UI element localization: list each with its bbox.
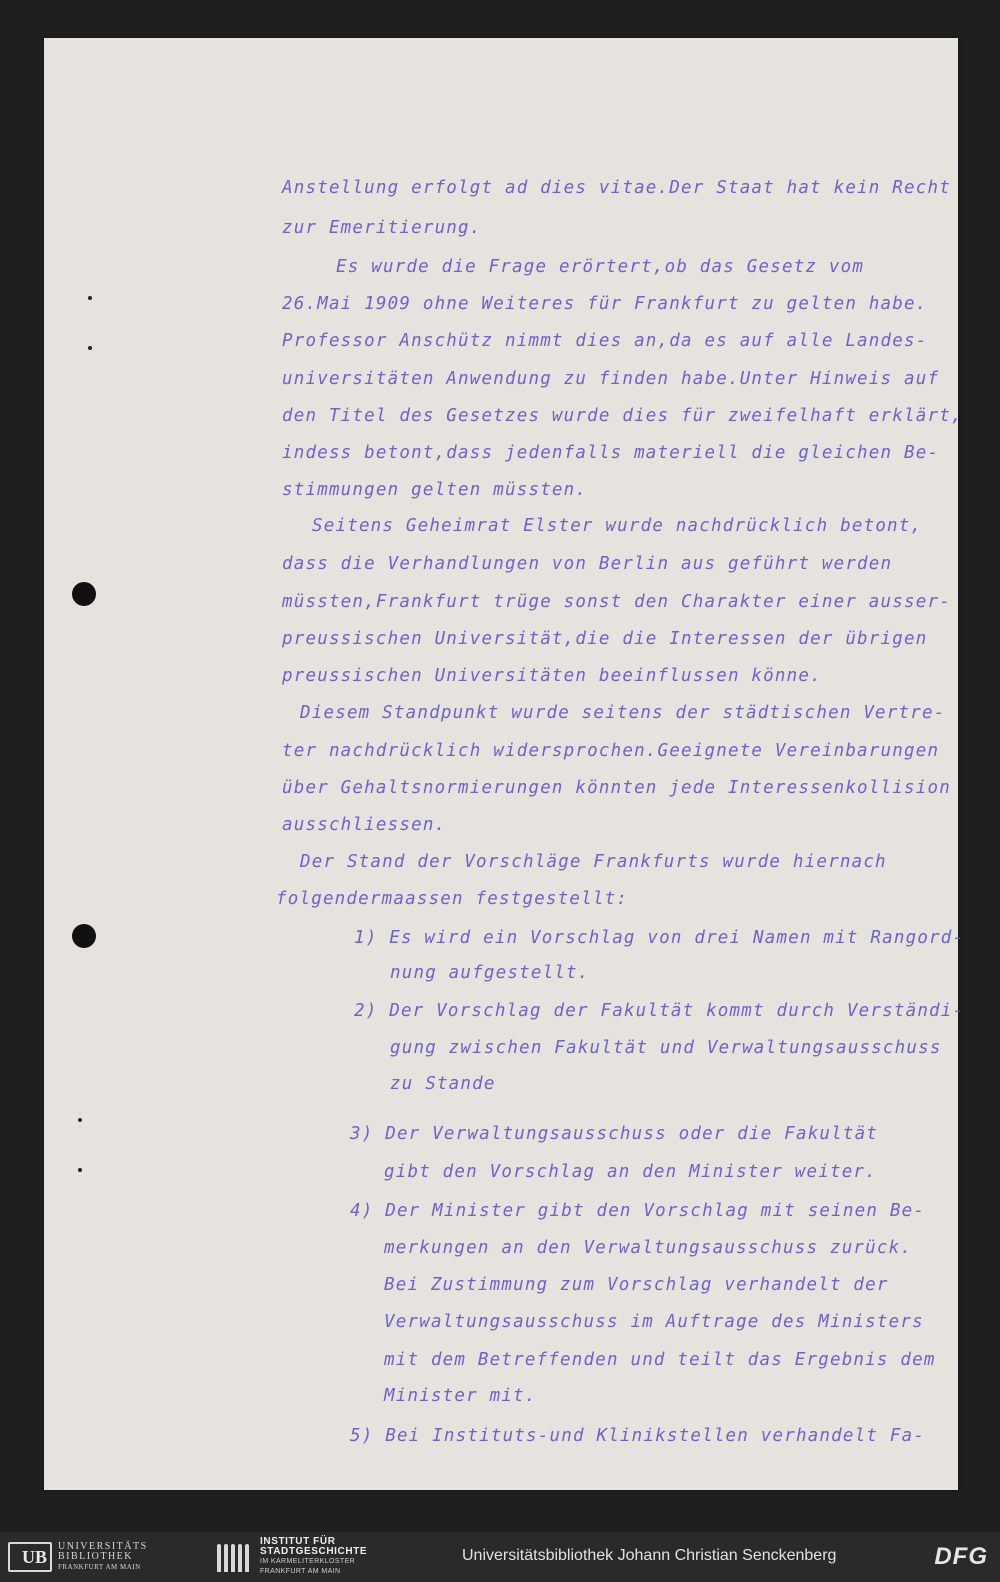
- paper-mark: [88, 346, 92, 350]
- viewer-footer: [0, 1532, 1000, 1582]
- text-line: müssten,Frankfurt trüge sonst den Charakter einer ausser-: [282, 592, 951, 612]
- list-item: nung aufgestellt.: [390, 963, 590, 983]
- ub-line-3: FRANKFURT AM MAIN: [58, 1563, 141, 1571]
- list-item: zu Stande: [390, 1074, 496, 1094]
- list-item: 4) Der Minister gibt den Vorschlag mit seinen Be-: [350, 1201, 926, 1221]
- document-page: [44, 38, 965, 1490]
- library-name-link[interactable]: Universitätsbibliothek Johann Christian Senckenberg: [462, 1547, 837, 1564]
- isg-line-2: STADTGESCHICHTE: [260, 1546, 368, 1557]
- isg-line-4: FRANKFURT AM MAIN: [260, 1568, 341, 1575]
- text-line: universitäten Anwendung zu finden habe.Unter Hinweis auf: [282, 369, 940, 389]
- text-line: ter nachdrücklich widersprochen.Geeignete Vereinbarungen: [282, 741, 940, 761]
- punch-hole-top: [72, 582, 96, 606]
- ub-library-logo[interactable]: [8, 1540, 148, 1574]
- list-item: 3) Der Verwaltungsausschuss oder die Fakultät: [350, 1124, 879, 1144]
- list-item: gung zwischen Fakultät und Verwaltungsausschuss: [390, 1038, 942, 1058]
- text-line: 26.Mai 1909 ohne Weiteres für Frankfurt zu gelten habe.: [282, 294, 928, 314]
- paper-mark: [88, 296, 92, 300]
- text-line: preussischen Universitäten beeinflussen könne.: [282, 666, 822, 686]
- text-line: den Titel des Gesetzes wurde dies für zweifelhaft erklärt,: [282, 406, 963, 426]
- isg-line-3: IM KARMELITERKLOSTER: [260, 1558, 356, 1565]
- isg-line-1: INSTITUT FÜR: [260, 1536, 336, 1547]
- text-line: über Gehaltsnormierungen könnten jede Interessenkollision: [282, 778, 951, 798]
- text-line: folgendermaassen festgestellt:: [276, 889, 629, 909]
- text-line: Anstellung erfolgt ad dies vitae.Der Staat hat kein Recht: [282, 178, 951, 198]
- list-item: 5) Bei Instituts-und Klinikstellen verhandelt Fa-: [350, 1426, 926, 1446]
- punch-hole-bottom: [72, 924, 96, 948]
- list-item: Minister mit.: [384, 1386, 537, 1406]
- paper-mark: [78, 1118, 82, 1122]
- list-item: Verwaltungsausschuss im Auftrage des Ministers: [384, 1312, 924, 1332]
- text-line: stimmungen gelten müssten.: [282, 480, 588, 500]
- text-line: dass die Verhandlungen von Berlin aus geführt werden: [282, 554, 893, 574]
- ub-logo-icon: UB: [8, 1542, 52, 1572]
- text-line: ausschliessen.: [282, 815, 447, 835]
- text-line: Es wurde die Frage erörtert,ob das Gesetz vom: [336, 257, 865, 277]
- text-line: zur Emeritierung.: [282, 218, 482, 238]
- list-item: gibt den Vorschlag an den Minister weiter.: [384, 1162, 877, 1182]
- list-item: mit dem Betreffenden und teilt das Ergebnis dem: [384, 1350, 936, 1370]
- ub-line-2: BIBLIOTHEK: [58, 1551, 133, 1562]
- isg-logo-text: [260, 1537, 367, 1577]
- text-line: preussischen Universität,die die Interessen der übrigen: [282, 629, 928, 649]
- ub-line-1: UNIVERSITÄTS: [58, 1541, 148, 1552]
- dfg-logo[interactable]: DFG: [934, 1543, 988, 1570]
- ub-logo-text: [58, 1542, 148, 1572]
- text-line: Seitens Geheimrat Elster wurde nachdrücklich betont,: [312, 516, 923, 536]
- list-item: merkungen an den Verwaltungsausschuss zurück.: [384, 1238, 913, 1258]
- text-line: indess betont,dass jedenfalls materiell die gleichen Be-: [282, 443, 940, 463]
- paper-mark: [78, 1168, 82, 1172]
- list-item: Bei Zustimmung zum Vorschlag verhandelt der: [384, 1275, 889, 1295]
- list-item: 2) Der Vorschlag der Fakultät kommt durch Verständi-: [354, 1001, 965, 1021]
- building-arches-icon: [214, 1542, 252, 1572]
- text-line: Diesem Standpunkt wurde seitens der städtischen Vertre-: [300, 703, 946, 723]
- text-line: Professor Anschütz nimmt dies an,da es auf alle Landes-: [282, 331, 928, 351]
- text-line: Der Stand der Vorschläge Frankfurts wurde hiernach: [300, 852, 887, 872]
- isg-institute-logo[interactable]: [214, 1536, 368, 1575]
- list-item: 1) Es wird ein Vorschlag von drei Namen mit Rangord-: [354, 928, 965, 948]
